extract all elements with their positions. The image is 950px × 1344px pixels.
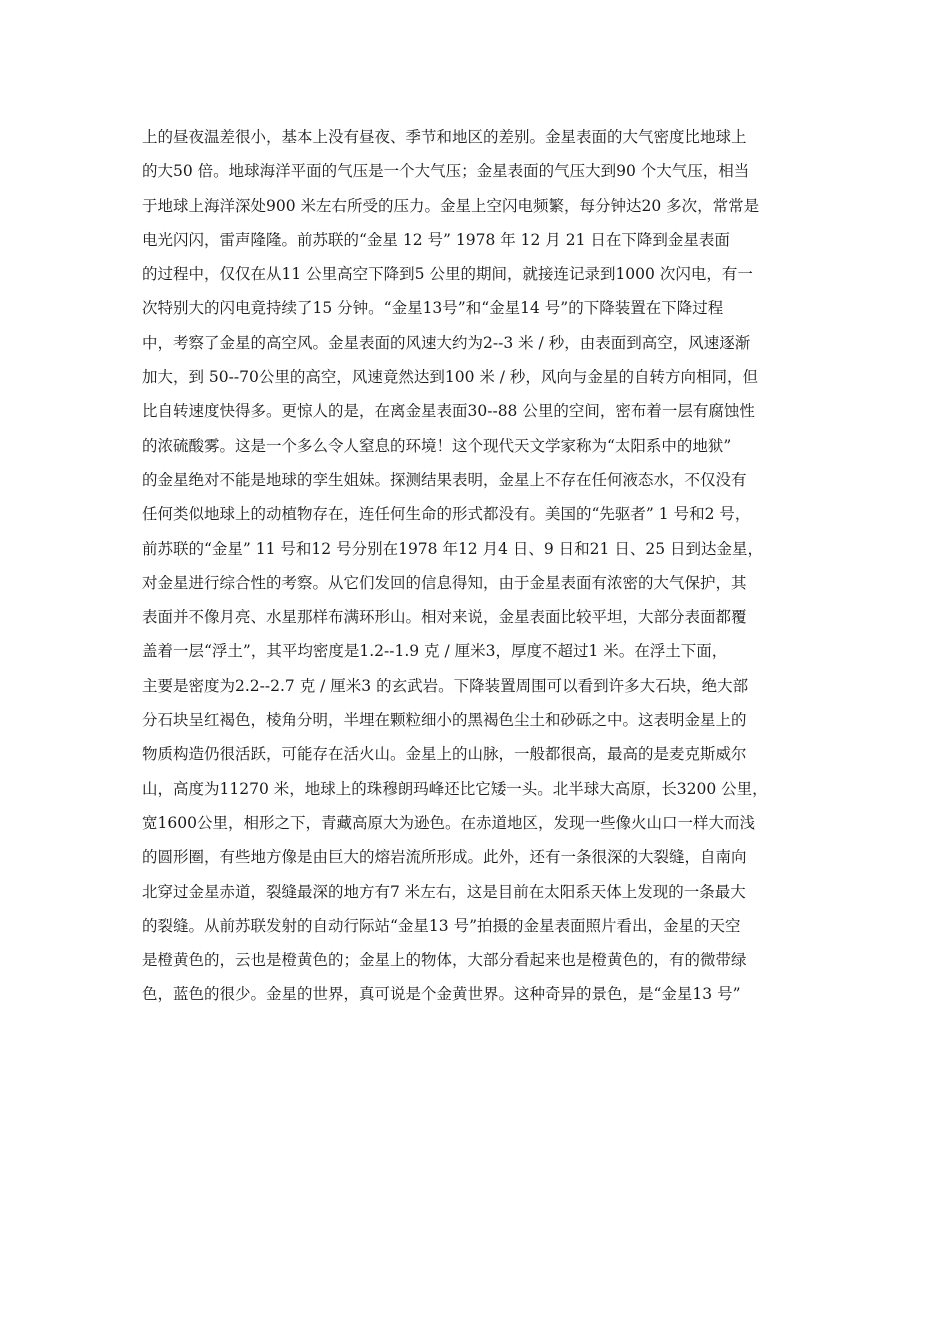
text-line: 的裂缝。从前苏联发射的自动行际站“金星13 号”拍摄的金星表面照片看出，金星的天空 <box>142 916 741 935</box>
text-line: 加大，到 50--70公里的高空，风速竟然达到100 米 / 秒，风向与金星的自转方向相同，但 <box>142 368 758 387</box>
text-line: 对金星进行综合性的考察。从它们发回的信息得知，由于金星表面有浓密的大气保护，其 <box>142 573 747 592</box>
text-line: 分石块呈红褐色，棱角分明，半埋在颗粒细小的黑褐色尘土和砂砾之中。这表明金星上的 <box>142 711 747 730</box>
text-line: 物质构造仍很活跃，可能存在活火山。金星上的山脉，一般都很高，最高的是麦克斯威尔 <box>142 745 747 764</box>
text-line: 任何类似地球上的动植物存在，连任何生命的形式都没有。美国的“先驱者” 1 号和2 号， <box>142 505 751 524</box>
text-line: 的大50 倍。地球海洋平面的气压是一个大气压；金星表面的气压大到90 个大气压，相当 <box>142 162 750 181</box>
text-line: 上的昼夜温差很小，基本上没有昼夜、季节和地区的差别。金星表面的大气密度比地球上 <box>142 128 747 146</box>
body-text <box>142 120 832 1012</box>
text-line: 于地球上海洋深处900 米左右所受的压力。金星上空闪电频繁，每分钟达20 多次，常常是 <box>142 196 760 215</box>
text-line: 盖着一层“浮土”，其平均密度是1.2--1.9 克 / 厘米3，厚度不超过1 米。在浮土下面， <box>142 642 728 661</box>
text-line: 色，蓝色的很少。金星的世界，真可说是个金黄世界。这种奇异的景色，是“金星13 号” <box>142 985 741 1004</box>
text-line: 中，考察了金星的高空风。金星表面的风速大约为2--3 米 / 秒，由表面到高空，风速逐渐 <box>142 333 751 352</box>
text-line: 山，高度为11270 米，地球上的珠穆朗玛峰还比它矮一头。北半球大高原，长3200 公里， <box>142 779 768 798</box>
text-line: 表面并不像月亮、水星那样布满环形山。相对来说，金星表面比较平坦，大部分表面都覆 <box>142 608 747 627</box>
text-line: 的过程中，仅仅在从11 公里高空下降到5 公里的期间，就接连记录到1000 次闪电，有一 <box>142 265 753 284</box>
text-line: 宽1600公里，相形之下，青藏高原大为逊色。在赤道地区，发现一些像火山口一样大而浅 <box>142 813 755 832</box>
text-line: 主要是密度为2.2--2.7 克 / 厘米3 的玄武岩。下降装置周围可以看到许多大石块，绝大部 <box>142 676 749 695</box>
text-line: 比自转速度快得多。更惊人的是，在离金星表面30--88 公里的空间，密布着一层有腐蚀性 <box>142 402 755 421</box>
text-line: 的圆形圈，有些地方像是由巨大的熔岩流所形成。此外，还有一条很深的大裂缝，自南向 <box>142 848 747 867</box>
text-line: 是橙黄色的，云也是橙黄色的；金星上的物体，大部分看起来也是橙黄色的，有的微带绿 <box>142 951 747 970</box>
text-line: 前苏联的“金星” 11 号和12 号分别在1978 年12 月4 日、9 日和21 日、25 日到达金星， <box>142 539 763 558</box>
text-line: 的金星绝对不能是地球的孪生姐妹。探测结果表明，金星上不存在任何液态水，不仅没有 <box>142 470 747 489</box>
text-line: 电光闪闪，雷声隆隆。前苏联的“金星 12 号” 1978 年 12 月 21 日在下降到金星表面 <box>142 230 730 249</box>
text-line: 的浓硫酸雾。这是一个多么令人窒息的环境！这个现代天文学家称为“太阳系中的地狱” <box>142 436 732 455</box>
text-line: 北穿过金星赤道，裂缝最深的地方有7 米左右，这是目前在太阳系天体上发现的一条最大 <box>142 882 746 901</box>
text-line: 次特别大的闪电竟持续了15 分钟。“金星13号”和“金星14 号”的下降装置在下降过程 <box>142 299 724 318</box>
